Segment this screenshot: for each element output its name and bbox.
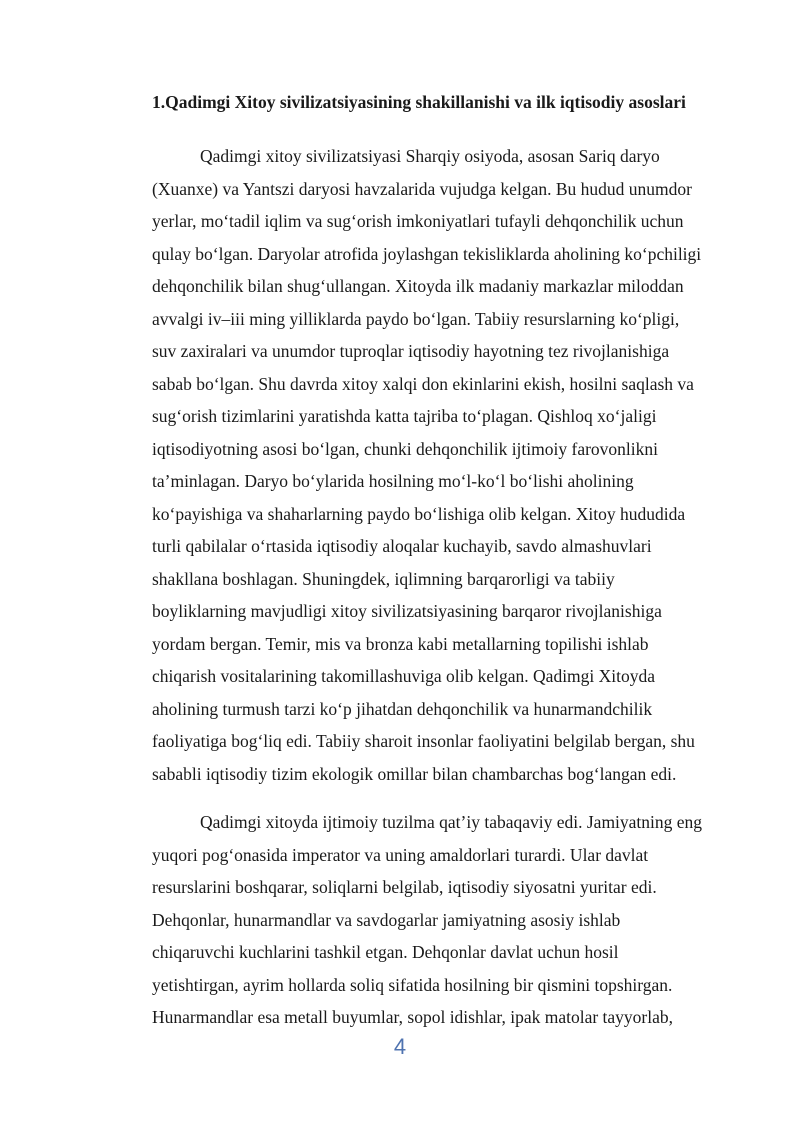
text-line: qulay bo‘lgan. Daryolar atrofida joylashgan tekisliklarda aholining ko‘pchiligi — [152, 243, 702, 264]
text-line: suv zaxiralari va unumdor tuproqlar iqtisodiy hayotning tez rivojlanishiga — [152, 341, 670, 361]
text-line: Hunarmandlar esa metall buyumlar, sopol idishlar, ipak matolar tayyorlab, — [152, 1007, 674, 1027]
text-line: iqtisodiyotning asosi bo‘lgan, chunki dehqonchilik ijtimoiy farovonlikni — [152, 438, 658, 459]
text-line: Qadimgi xitoyda ijtimoiy tuzilma qat’iy tabaqaviy edi. Jamiyatning eng — [200, 812, 703, 832]
text-line: faoliyatiga bog‘liq edi. Tabiiy sharoit insonlar faoliyatini belgilab bergan, shu — [152, 731, 695, 751]
text-line: ko‘payishiga va shaharlarning paydo bo‘lishiga olib kelgan. Xitoy hududida — [152, 503, 686, 524]
text-line: ta’minlagan. Daryo bo‘ylarida hosilning mo‘l-ko‘l bo‘lishi aholining — [152, 471, 634, 491]
text-line: dehqonchilik bilan shug‘ullangan. Xitoyda ilk madaniy markazlar miloddan — [152, 276, 684, 296]
text-line: avvalgi iv–iii ming yilliklarda paydo bo‘lgan. Tabiiy resurslarning ko‘pligi, — [152, 308, 680, 329]
text-line: sug‘orish tizimlarini yaratishda katta tajriba to‘plagan. Qishloq xo‘jaligi — [152, 406, 657, 426]
text-line: yetishtirgan, ayrim hollarda soliq sifatida hosilning bir qismini topshirgan. — [152, 974, 673, 995]
text-line: boyliklarning mavjudligi xitoy sivilizatsiyasining barqaror rivojlanishiga — [152, 601, 662, 621]
text-line: yordam bergan. Temir, mis va bronza kabi metallarning topilishi ishlab — [152, 633, 649, 654]
paragraph-1 — [152, 140, 744, 790]
text-line: Qadimgi xitoy sivilizatsiyasi Sharqiy osiyoda, asosan Sariq daryo — [200, 146, 660, 166]
text-line: resurslarini boshqarar, soliqlarni belgilab, iqtisodiy siyosatni yuritar edi. — [152, 877, 657, 897]
text-line: yerlar, mo‘tadil iqlim va sug‘orish imkoniyatlari tufayli dehqonchilik uchun — [152, 211, 684, 231]
text-line: sabab bo‘lgan. Shu davrda xitoy xalqi don ekinlarini ekish, hosilni saqlash va — [152, 373, 694, 394]
text-line: turli qabilalar o‘rtasida iqtisodiy aloqalar kuchayib, savdo almashuvlari — [152, 536, 652, 556]
paragraph-2 — [152, 806, 744, 1034]
text-line: chiqaruvchi kuchlarini tashkil etgan. Dehqonlar davlat uchun hosil — [152, 942, 619, 962]
text-line: shakllana boshlagan. Shuningdek, iqlimning barqarorligi va tabiiy — [152, 568, 615, 589]
text-line: sababli iqtisodiy tizim ekologik omillar bilan chambarchas bog‘langan edi. — [152, 763, 677, 784]
section-heading: 1.Qadimgi Xitoy sivilizatsiyasining shakillanishi va ilk iqtisodiy asoslari — [152, 92, 686, 112]
text-line: chiqarish vositalarining takomillashuviga olib kelgan. Qadimgi Xitoyda — [152, 666, 656, 686]
page-number: 4 — [393, 1034, 407, 1059]
text-line: Dehqonlar, hunarmandlar va savdogarlar jamiyatning asosiy ishlab — [152, 909, 621, 930]
text-line: (Xuanxe) va Yantszi daryosi havzalarida vujudga kelgan. Bu hudud unumdor — [152, 178, 692, 199]
text-line: yuqori pog‘onasida imperator va uning amaldorlari turardi. Ular davlat — [152, 844, 649, 865]
text-line: aholining turmush tarzi ko‘p jihatdan dehqonchilik va hunarmandchilik — [152, 698, 653, 719]
